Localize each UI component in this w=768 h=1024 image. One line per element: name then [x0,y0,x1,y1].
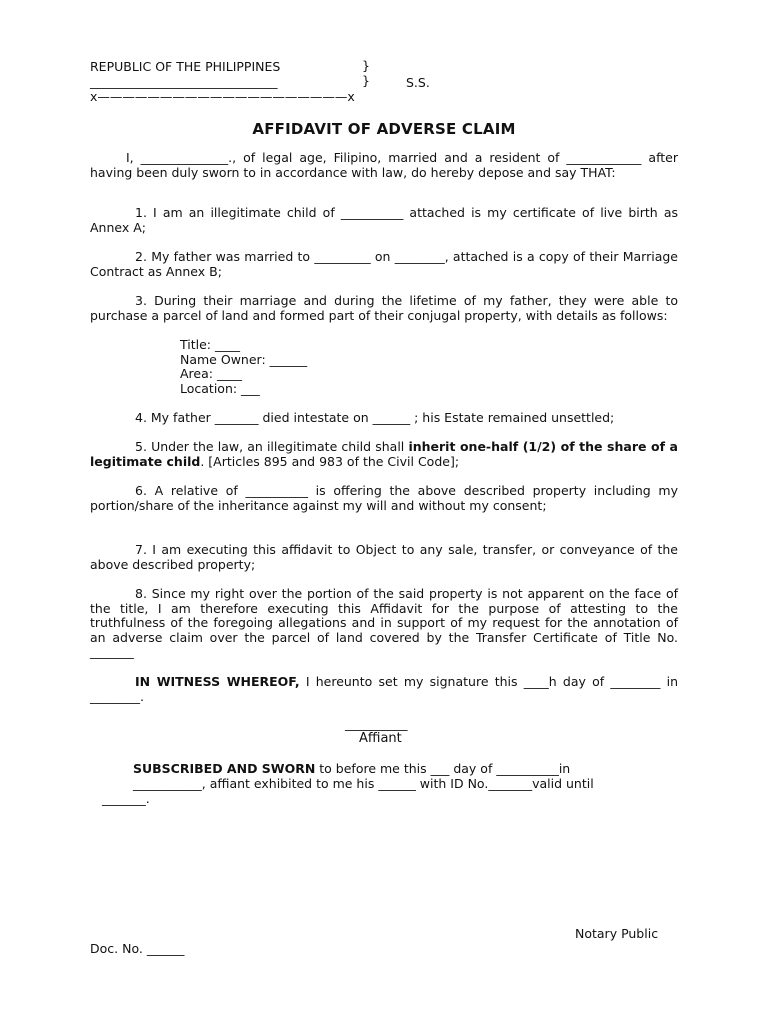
paragraph-4-text: 4. My father _______ died intestate on ______ ; his Estate remained unsettled; [135,410,615,425]
document-title: AFFIDAVIT OF ADVERSE CLAIM [252,120,516,138]
paragraph-7-text: 7. I am executing this affidavit to Object to any sale, transfer, or conveyance of the above described property; [90,542,678,572]
signature-line: __________ [345,716,408,731]
paragraph-5-post: . [Articles 895 and 983 of the Civil Code]; [200,453,460,469]
paragraph-4 [90,411,678,426]
paragraph-3-text: 3. During their marriage and during the lifetime of my father, they were able to purchase a parcel of land and formed part of their conjugal property, with details as follows: [90,293,678,323]
detail-location: Location: ___ [180,380,260,396]
venue-ss: S.S. [406,75,430,90]
venue-brace-2: } [362,73,370,88]
paragraph-7 [90,543,678,572]
venue-line-separator: x————————————————————x [90,89,355,104]
subscribed-line-3: _______. [102,791,150,806]
venue-line-blank: ______________________________ [90,74,278,89]
paragraph-1 [90,206,678,235]
subscribed-bold: SUBSCRIBED AND SWORN [133,761,316,776]
subscribed-line-1 [133,761,570,776]
paragraph-2 [90,250,678,279]
paragraph-5-text [90,440,678,469]
venue-brace-1: } [362,58,370,73]
detail-title: Title: ____ [180,337,240,352]
notary-public-label: Notary Public [575,926,659,941]
paragraph-6 [90,484,678,513]
intro-text: I, ______________., of legal age, Filipino, married and a resident of ____________ after having been duly sworn to in accordance with law, do hereby depose and say THAT: [90,150,678,180]
detail-area: Area: ____ [180,366,242,382]
witness-bold: IN WITNESS WHEREOF, [135,674,300,689]
paragraph-1-text: 1. I am an illegitimate child of __________ attached is my certificate of live birth as Annex A; [90,205,678,235]
paragraph-8-text: 8. Since my right over the portion of the said property is not apparent on the face of the title, I am therefore executing this Affidavit for the purpose of attesting to the truthfulness of the foregoing allegations and in support of my request for the annotation of an adverse claim over the parcel of land covered by the Transfer Certificate of Title No. _______ [90,586,678,660]
paragraph-2-text: 2. My father was married to _________ on ________, attached is a copy of their Marriage Contract as Annex B; [90,249,678,279]
doc-no-label: Doc. No. ______ [90,941,185,956]
detail-owner: Name Owner: ______ [180,351,308,367]
paragraph-6-text: 6. A relative of __________ is offering the above described property including my portion/share of the inheritance against my will and without my consent; [90,483,678,513]
paragraph-8 [90,587,678,660]
witness-text [90,675,678,704]
property-details [180,338,307,396]
affiant-label: Affiant [359,731,402,746]
intro-paragraph [90,151,678,180]
paragraph-3 [90,294,678,323]
witness-rest: I hereunto set my signature this ____h day of ________ in ________. [90,674,678,704]
subscribed-line-2: ___________, affiant exhibited to me his ______ with ID No._______valid until [133,776,594,791]
paragraph-5-bold: inherit one-half (1/2) of the share of a legitimate child [90,439,678,469]
paragraph-5 [90,440,678,469]
venue-line-republic: REPUBLIC OF THE PHILIPPINES [90,59,281,74]
witness-paragraph [90,675,678,704]
paragraph-5-pre: 5. Under the law, an illegitimate child shall [135,439,409,454]
subscribed-line-1-rest: to before me this ___ day of __________in [315,761,571,776]
